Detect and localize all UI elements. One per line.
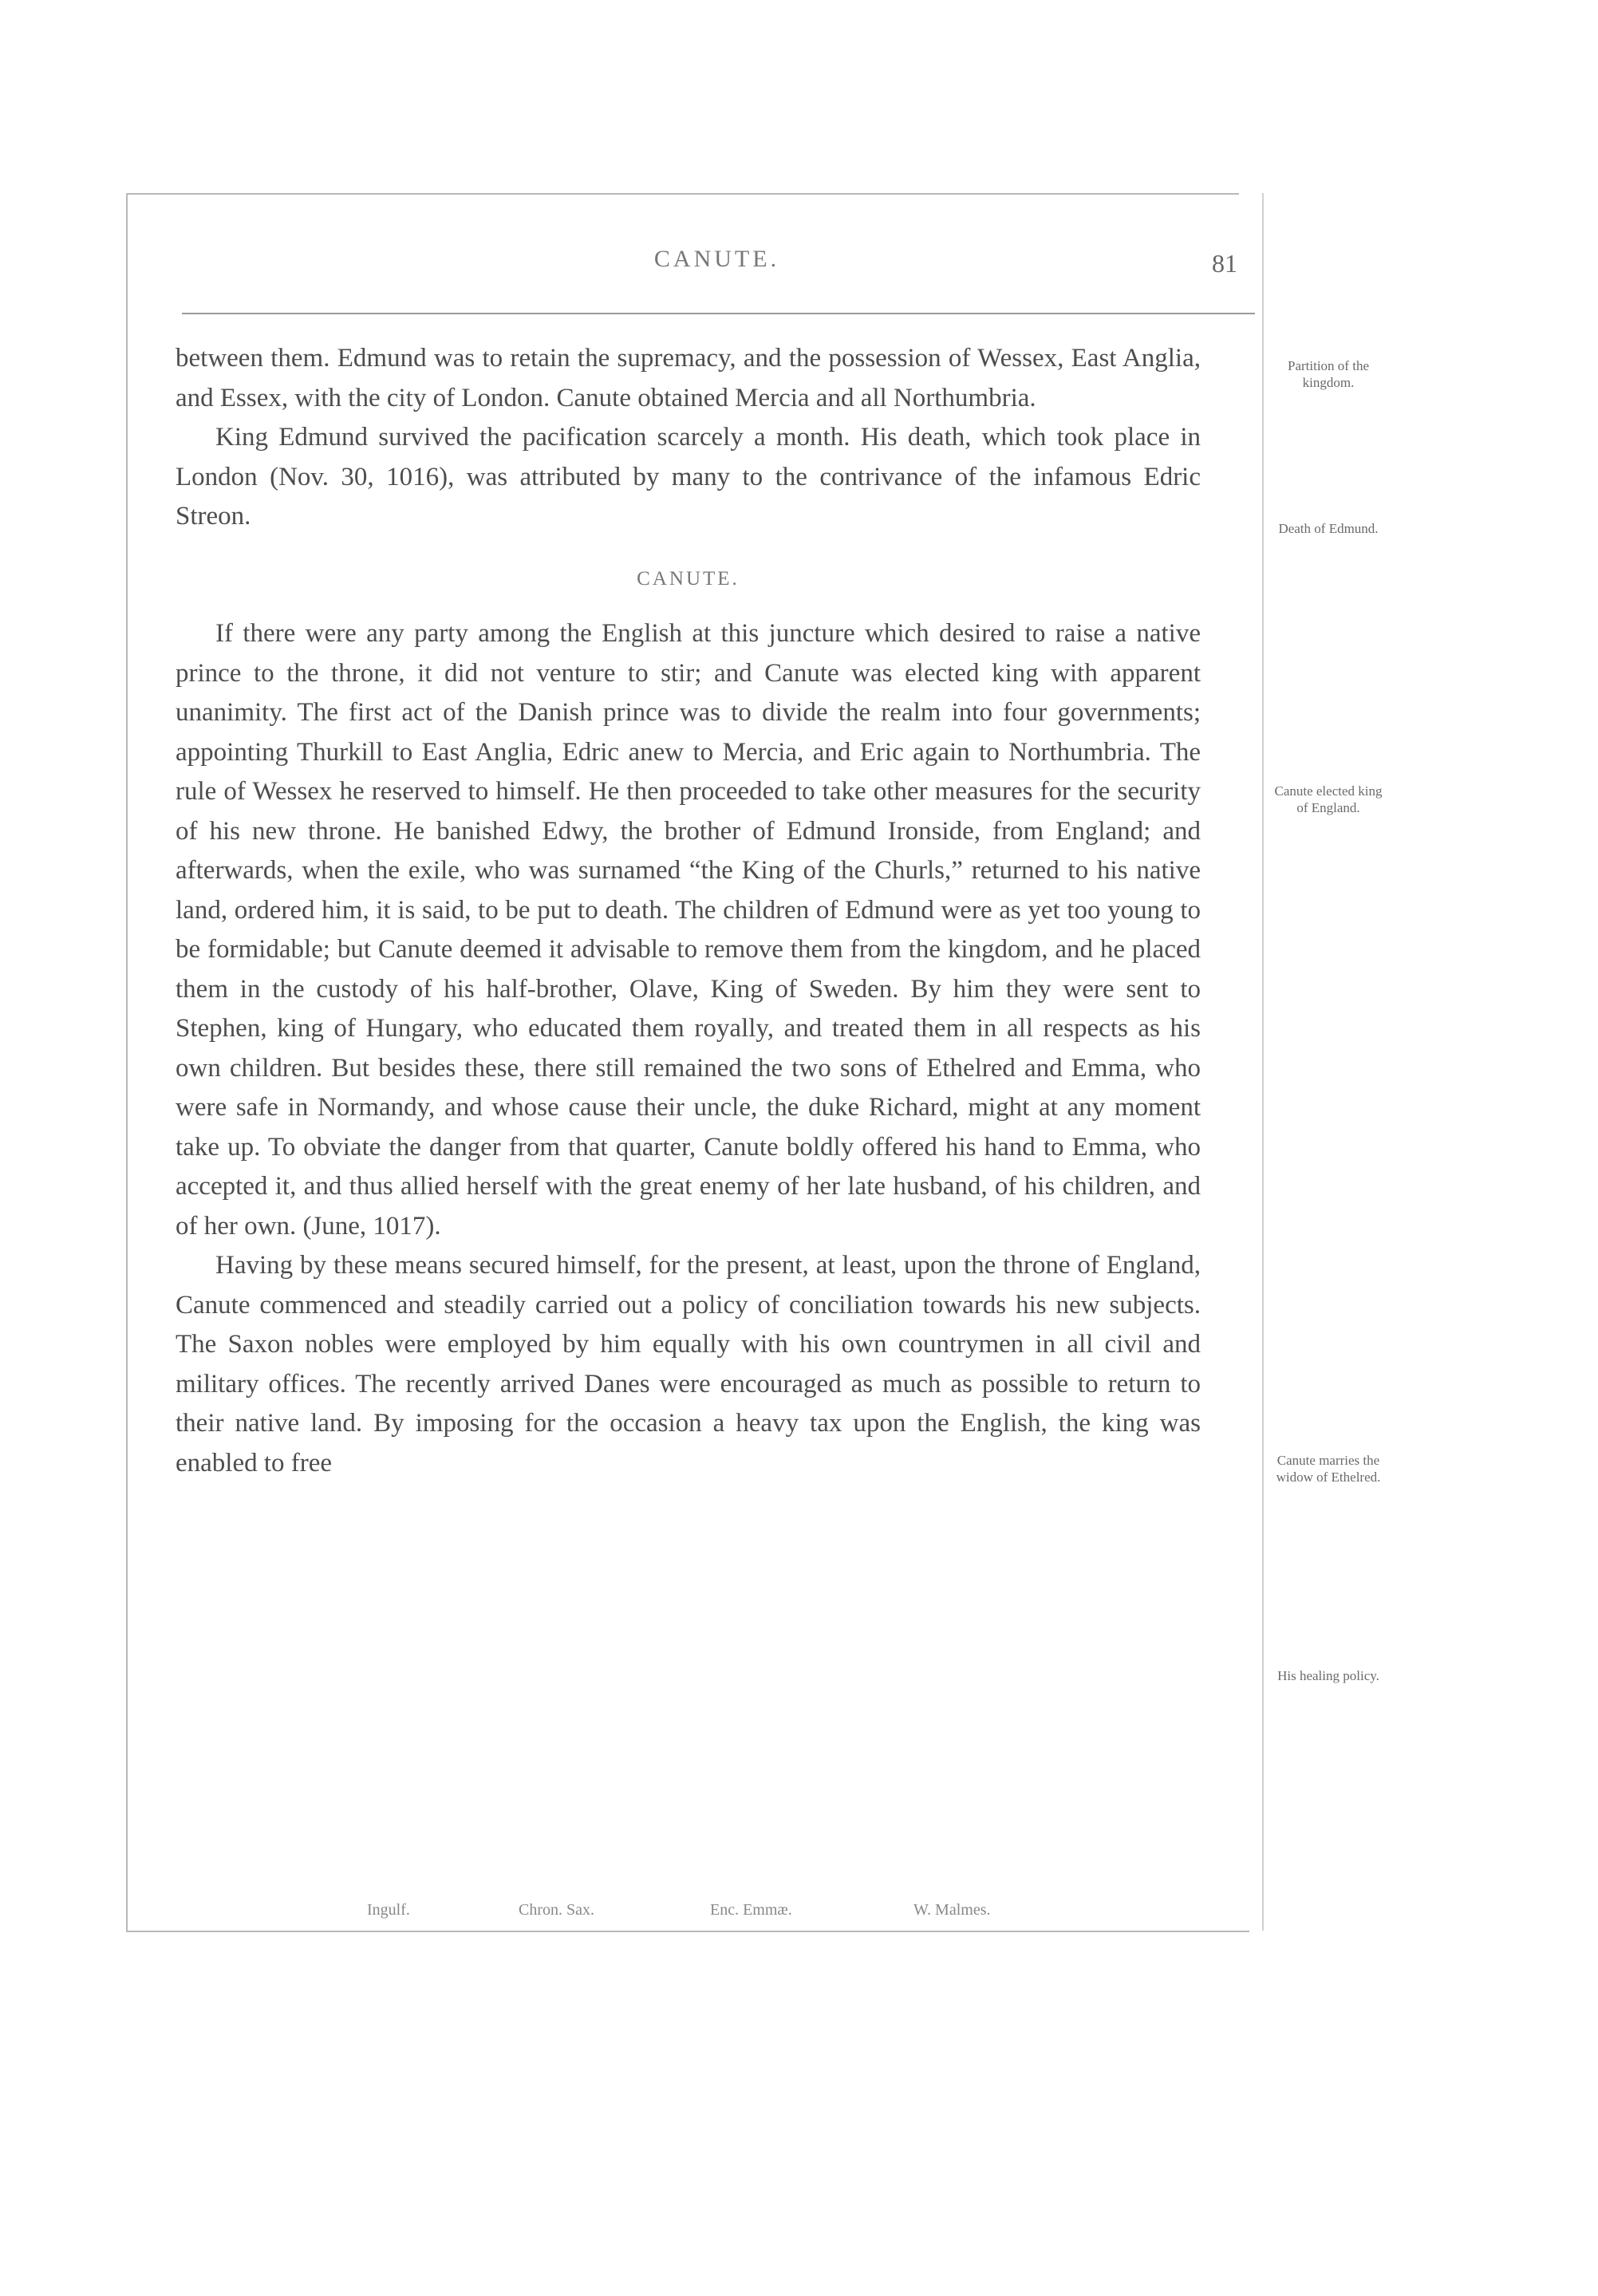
source-w-malmes: W. Malmes. <box>913 1901 991 1919</box>
sidenote-canute-elected: Canute elected king of England. <box>1274 783 1383 815</box>
paragraph-canute-elected: If there were any party among the English at this juncture which desired to raise a native prince to the throne, it did not venture to stir; and Canute was elected king with apparent unanimity. The first act of the Danish prince was to divide the realm into four governments; appointing Thurkill to East Anglia, Edric anew to Mercia, and Eric again to Northumbria. The rule of Wessex he reserved to himself. He then proceeded to take other measures for the security of his new throne. He banished Edwy, the brother of Edmund Ironside, from England; and afterwards, when the exile, who was surnamed “the King of the Churls,” returned to his native land, ordered him, it is said, to be put to death. The children of Edmund were as yet too young to be formidable; but Canute deemed it advisable to remove them from the kingdom, and he placed them in the custody of his half-brother, Olave, King of Sweden. By him they were sent to Stephen, king of Hungary, who educated them royally, and treated them in all respects as his own children. But besides these, there still remained the two sons of Ethelred and Emma, who were safe in Normandy, and whose cause their uncle, the duke Richard, might at any moment take up. To obviate the danger from that quarter, Canute boldly offered his hand to Emma, who accepted it, and thus allied herself with the great enemy of her late husband, of his children, and of her own. (June, 1017). <box>176 619 1201 1241</box>
section-heading: CANUTE. <box>637 567 740 590</box>
running-head <box>180 246 1253 294</box>
source-enc-emmae: Enc. Emmæ. <box>710 1901 792 1919</box>
header-rule <box>182 313 1255 314</box>
paragraph-edmund-death: King Edmund survived the pacification scarcely a month. His death, which took place in London (Nov. 30, 1016), was attributed by many to the contrivance of the infamous Edric Streon. <box>176 423 1201 531</box>
margin-divider-rule <box>1262 193 1264 1931</box>
running-title: CANUTE. <box>653 246 780 272</box>
paragraph-partition: between them. Edmund was to retain the supremacy, and the possession of Wessex, East Anglia, and Essex, with the city of London. Canute obtained Mercia and all Northumbria. <box>176 344 1201 412</box>
sidenote-partition: Partition of the kingdom. <box>1288 358 1369 390</box>
page-frame-top-rule <box>126 193 1239 195</box>
source-references <box>335 1901 1173 1933</box>
main-text <box>176 339 1201 1483</box>
page-number: 81 <box>1212 249 1237 278</box>
sidenote-healing-policy: His healing policy. <box>1277 1668 1379 1683</box>
paragraph-conciliation: Having by these means secured himself, for the present, at least, upon the throne of England, Canute commenced and steadily carried out a policy of conciliation towards his new subjects. The Saxon nobles were employed by him equally with his own countrymen in all civil and military offices. The recently arrived Danes were encouraged as much as possible to return to their native land. By imposing for the occasion a heavy tax upon the English, the king was enabled to free <box>176 1251 1201 1477</box>
source-chron-sax: Chron. Sax. <box>519 1901 594 1919</box>
sidenote-death-of-edmund: Death of Edmund. <box>1278 521 1379 536</box>
source-ingulf: Ingulf. <box>367 1901 410 1919</box>
sidenote-canute-marries: Canute marries the widow of Ethelred. <box>1276 1453 1381 1485</box>
page-frame-left-rule <box>126 193 128 1932</box>
